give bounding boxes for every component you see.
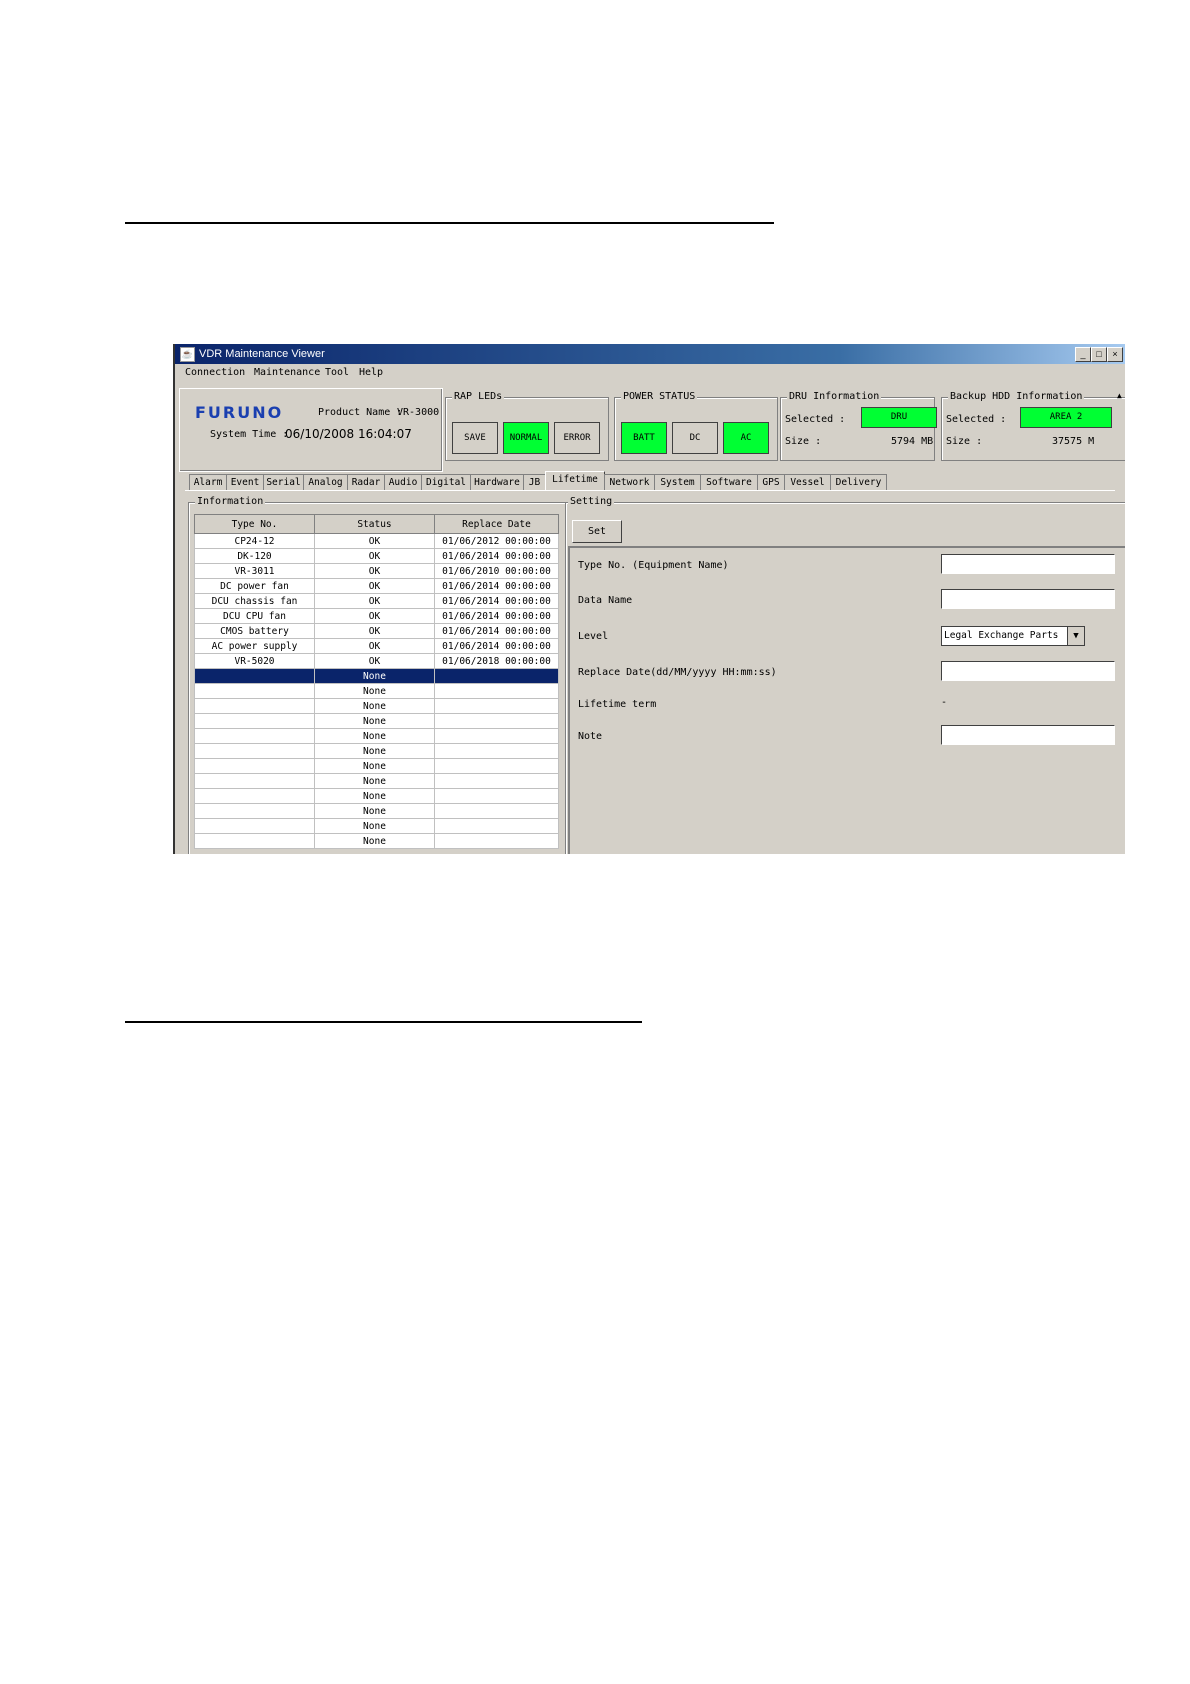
minimize-button[interactable]: _	[1075, 347, 1091, 362]
table-row[interactable]	[195, 744, 559, 759]
backup-selected-label: Selected :	[946, 414, 1007, 425]
power-status-title: POWER STATUS	[623, 391, 696, 402]
table-row[interactable]	[195, 564, 559, 579]
table-row[interactable]	[195, 579, 559, 594]
tab-radar[interactable]: Radar	[347, 474, 385, 490]
cell-type-no	[195, 699, 315, 714]
dru-selected-value: DRU	[861, 407, 937, 428]
rap-leds-group	[445, 391, 609, 461]
cell-status: OK	[315, 534, 435, 549]
lifetime-term-value: -	[941, 697, 948, 708]
tab-baseline	[185, 490, 1115, 491]
cell-status: OK	[315, 594, 435, 609]
menu-tool[interactable]: Tool	[325, 367, 350, 378]
cell-type-no: CMOS battery	[195, 624, 315, 639]
backup-hdd-information-title: Backup HDD Information	[950, 391, 1083, 402]
rap-leds-title: RAP LEDs	[454, 391, 503, 402]
table-row[interactable]	[195, 534, 559, 549]
menu-connection[interactable]: Connection	[185, 367, 246, 378]
cell-status: OK	[315, 624, 435, 639]
note-label: Note	[578, 731, 603, 742]
led-error: ERROR	[554, 422, 600, 454]
table-row[interactable]	[195, 699, 559, 714]
table-row[interactable]	[195, 774, 559, 789]
backup-size-value: 37575 M	[1052, 436, 1095, 447]
led-normal: NORMAL	[503, 422, 549, 454]
tab-serial[interactable]: Serial	[263, 474, 304, 490]
replace-date-input[interactable]	[941, 661, 1115, 681]
close-button[interactable]: ×	[1107, 347, 1123, 362]
section-rule-top	[125, 222, 774, 224]
tab-hardware[interactable]: Hardware	[470, 474, 524, 490]
level-selected-value: Legal Exchange Parts	[944, 630, 1059, 641]
dru-size-label: Size :	[785, 436, 822, 447]
cell-type-no	[195, 759, 315, 774]
dru-information-group	[780, 391, 935, 461]
tab-event[interactable]: Event	[226, 474, 264, 490]
type-no-input[interactable]	[941, 554, 1115, 574]
table-row[interactable]	[195, 729, 559, 744]
tab-gps[interactable]: GPS	[757, 474, 785, 490]
cell-replace-date	[435, 729, 559, 744]
cell-replace-date	[435, 714, 559, 729]
table-row[interactable]	[195, 804, 559, 819]
cell-status: None	[315, 669, 435, 684]
table-row[interactable]	[195, 759, 559, 774]
cell-type-no	[195, 744, 315, 759]
tab-audio[interactable]: Audio	[384, 474, 422, 490]
cell-type-no	[195, 804, 315, 819]
cell-replace-date: 01/06/2014 00:00:00	[435, 579, 559, 594]
cell-type-no: DC power fan	[195, 579, 315, 594]
cell-type-no	[195, 834, 315, 849]
section-rule-bottom	[125, 1021, 642, 1023]
system-time-value: 06/10/2008 16:04:07	[285, 427, 412, 441]
cell-status: None	[315, 774, 435, 789]
cell-status: None	[315, 789, 435, 804]
cell-type-no	[195, 669, 315, 684]
tab-alarm[interactable]: Alarm	[189, 474, 227, 490]
product-name-label: Product Name :	[318, 407, 403, 418]
cell-status: None	[315, 759, 435, 774]
cell-status: None	[315, 744, 435, 759]
column-header-type-no[interactable]: Type No.	[195, 515, 315, 534]
cell-replace-date	[435, 804, 559, 819]
cell-type-no: CP24-12	[195, 534, 315, 549]
cell-replace-date: 01/06/2018 00:00:00	[435, 654, 559, 669]
table-row[interactable]	[195, 714, 559, 729]
table-row[interactable]	[195, 549, 559, 564]
data-name-label: Data Name	[578, 595, 633, 606]
tab-delivery[interactable]: Delivery	[830, 474, 887, 490]
cell-type-no: AC power supply	[195, 639, 315, 654]
column-header-replace-date[interactable]: Replace Date	[435, 515, 559, 534]
power-ac: AC	[723, 422, 769, 454]
backup-size-label: Size :	[946, 436, 983, 447]
cell-status: None	[315, 819, 435, 834]
cell-status: OK	[315, 579, 435, 594]
cell-replace-date: 01/06/2014 00:00:00	[435, 594, 559, 609]
cell-replace-date: 01/06/2014 00:00:00	[435, 549, 559, 564]
replace-date-label: Replace Date(dd/MM/yyyy HH:mm:ss)	[578, 667, 777, 678]
header-panel	[179, 388, 443, 472]
backup-selected-value: AREA 2	[1020, 407, 1112, 428]
tab-jb[interactable]: JB	[523, 474, 546, 490]
cell-replace-date	[435, 789, 559, 804]
table-row[interactable]	[195, 684, 559, 699]
table-row[interactable]	[195, 789, 559, 804]
led-save: SAVE	[452, 422, 498, 454]
note-input[interactable]	[941, 725, 1115, 745]
dru-selected-label: Selected :	[785, 414, 846, 425]
power-batt: BATT	[621, 422, 667, 454]
menu-help[interactable]: Help	[359, 367, 384, 378]
tab-software[interactable]: Software	[700, 474, 758, 490]
cell-status: None	[315, 729, 435, 744]
tab-vessel[interactable]: Vessel	[784, 474, 831, 490]
cell-replace-date: 01/06/2014 00:00:00	[435, 624, 559, 639]
cell-status: OK	[315, 639, 435, 654]
cell-status: OK	[315, 564, 435, 579]
furuno-logo: FURUNO	[195, 403, 284, 422]
tab-analog[interactable]: Analog	[303, 474, 348, 490]
level-label: Level	[578, 631, 609, 642]
maximize-button[interactable]: □	[1091, 347, 1107, 362]
table-row[interactable]	[195, 594, 559, 609]
cell-type-no	[195, 819, 315, 834]
title-bar[interactable]	[175, 344, 1125, 364]
table-row[interactable]	[195, 654, 559, 669]
cell-status: None	[315, 684, 435, 699]
setting-title: Setting	[570, 496, 613, 507]
cell-type-no: DCU chassis fan	[195, 594, 315, 609]
column-header-status[interactable]: Status	[315, 515, 435, 534]
table-row[interactable]	[195, 669, 559, 684]
cell-type-no	[195, 714, 315, 729]
table-row[interactable]	[195, 819, 559, 834]
dropdown-arrow-icon[interactable]: ▼	[1067, 627, 1084, 645]
table-body	[195, 534, 559, 849]
table-row[interactable]	[195, 639, 559, 654]
cell-replace-date	[435, 744, 559, 759]
menu-maintenance[interactable]: Maintenance	[254, 367, 321, 378]
cell-replace-date: 01/06/2012 00:00:00	[435, 534, 559, 549]
dru-information-title: DRU Information	[789, 391, 880, 402]
cell-replace-date	[435, 684, 559, 699]
level-select[interactable]	[941, 626, 1085, 646]
cell-replace-date	[435, 669, 559, 684]
scroll-up-arrow-icon[interactable]: ▲	[1117, 391, 1122, 400]
system-time-label: System Time :	[210, 429, 289, 440]
lifetime-term-label: Lifetime term	[578, 699, 657, 710]
lifetime-information-table	[194, 514, 559, 849]
product-name-value: VR-3000	[397, 407, 440, 418]
cell-replace-date	[435, 774, 559, 789]
cell-type-no: VR-5020	[195, 654, 315, 669]
dru-size-value: 5794 MB	[891, 436, 934, 447]
cell-status: None	[315, 714, 435, 729]
window-title: VDR Maintenance Viewer	[199, 348, 325, 360]
tab-lifetime[interactable]: Lifetime	[545, 471, 605, 491]
cell-status: OK	[315, 654, 435, 669]
cell-type-no	[195, 774, 315, 789]
cell-replace-date	[435, 834, 559, 849]
information-title: Information	[197, 496, 264, 507]
vdr-maintenance-viewer-window	[173, 344, 1125, 854]
menu-bar	[175, 364, 1125, 382]
cell-status: OK	[315, 549, 435, 564]
java-app-icon: ☕	[180, 347, 195, 362]
cell-type-no: DK-120	[195, 549, 315, 564]
table-row[interactable]	[195, 624, 559, 639]
tab-network[interactable]: Network	[604, 474, 655, 490]
table-row[interactable]	[195, 834, 559, 849]
cell-type-no	[195, 684, 315, 699]
type-no-label: Type No. (Equipment Name)	[578, 560, 729, 571]
cell-replace-date	[435, 819, 559, 834]
cell-status: None	[315, 834, 435, 849]
set-button[interactable]: Set	[572, 520, 622, 543]
cell-type-no	[195, 789, 315, 804]
cell-type-no	[195, 729, 315, 744]
cell-replace-date	[435, 759, 559, 774]
cell-status: None	[315, 699, 435, 714]
cell-type-no: DCU CPU fan	[195, 609, 315, 624]
cell-status: None	[315, 804, 435, 819]
cell-replace-date: 01/06/2014 00:00:00	[435, 609, 559, 624]
power-status-group	[614, 391, 778, 461]
cell-status: OK	[315, 609, 435, 624]
tab-system[interactable]: System	[654, 474, 701, 490]
backup-hdd-information-group	[941, 391, 1125, 461]
power-dc: DC	[672, 422, 718, 454]
cell-type-no: VR-3011	[195, 564, 315, 579]
data-name-input[interactable]	[941, 589, 1115, 609]
tab-digital[interactable]: Digital	[421, 474, 471, 490]
cell-replace-date	[435, 699, 559, 714]
cell-replace-date: 01/06/2014 00:00:00	[435, 639, 559, 654]
table-row[interactable]	[195, 609, 559, 624]
cell-replace-date: 01/06/2010 00:00:00	[435, 564, 559, 579]
